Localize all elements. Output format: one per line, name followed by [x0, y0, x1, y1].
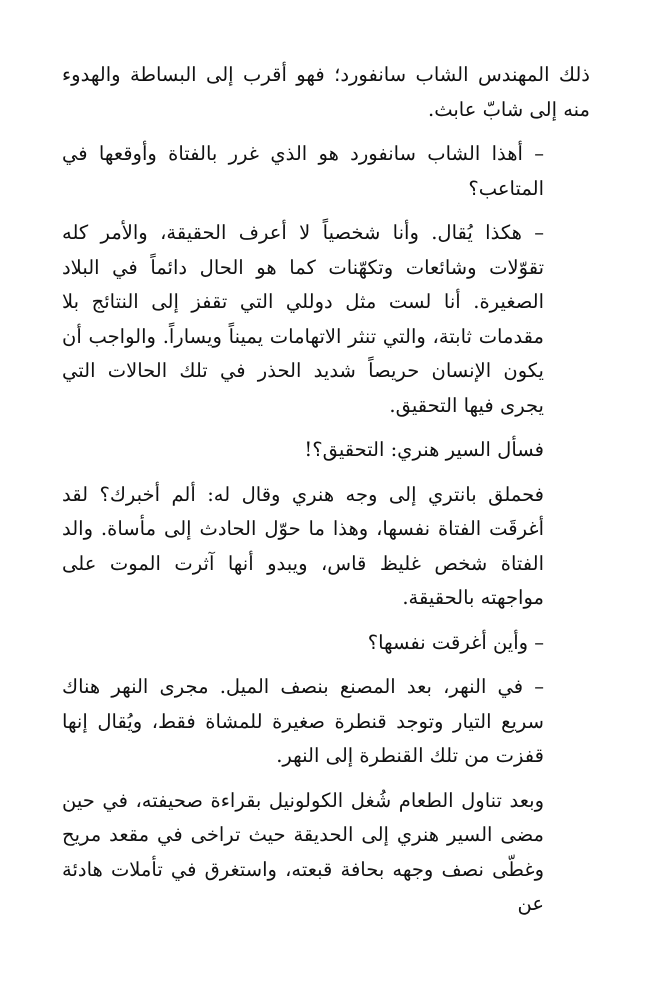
paragraph-bantry-reply: فحملق بانتري إلى وجه هنري وقال له: ألم أخبرك؟ لقد أغرقَت الفتاة نفسها، وهذا ما حوّل الحادث إلى مأساة. والد الفتاة شخص غليظ قاس، ويبدو أنها آثرت الموت على مواجهته بالحقيقة.: [62, 482, 544, 609]
paragraph-dialogue-question: – أهذا الشاب سانفورد هو الذي غرر بالفتاة وأوقعها في المتاعب؟: [62, 142, 544, 200]
book-page: [62, 58, 590, 932]
paragraph-sir-henry-asks: فسأل السير هنري: التحقيق؟!: [304, 438, 544, 461]
paragraph-dialogue-answer: – هكذا يُقال. وأنا شخصياً لا أعرف الحقيقة، والأمر كله تقوّلات وشائعات وتكهّنات كما هو الحال دائماً في البلاد الصغيرة. أنا لست مثل دوللي التي تقفز إلى النتائج بلا مقدمات ثابتة، والتي تنثر الاتهامات يميناً ويساراً. والواجب أن يكون الإنسان حريصاً شديد الحذر في تلك الحالات التي يجرى فيها التحقيق.: [62, 221, 544, 417]
paragraph-river-answer: – في النهر، بعد المصنع بنصف الميل. مجرى النهر هناك سريع التيار وتوجد قنطرة صغيرة للمشاة فقط، ويُقال إنها قفزت من تلك القنطرة إلى النهر.: [62, 675, 544, 767]
paragraph-continuation: ذلك المهندس الشاب سانفورد؛ فهو أقرب إلى البساطة والهدوء منه إلى شابّ عابث.: [62, 63, 590, 121]
paragraph-where-question: – وأين أغرقت نفسها؟: [367, 630, 544, 654]
paragraph-after-meal: وبعد تناول الطعام شُغل الكولونيل بقراءة صحيفته، في حين مضى السير هنري إلى الحديقة حيث تراخى في مقعد مريح وغطّى نصف وجهه بحافة قبعته، واستغرق في تأملات هادئة عن: [62, 788, 544, 915]
